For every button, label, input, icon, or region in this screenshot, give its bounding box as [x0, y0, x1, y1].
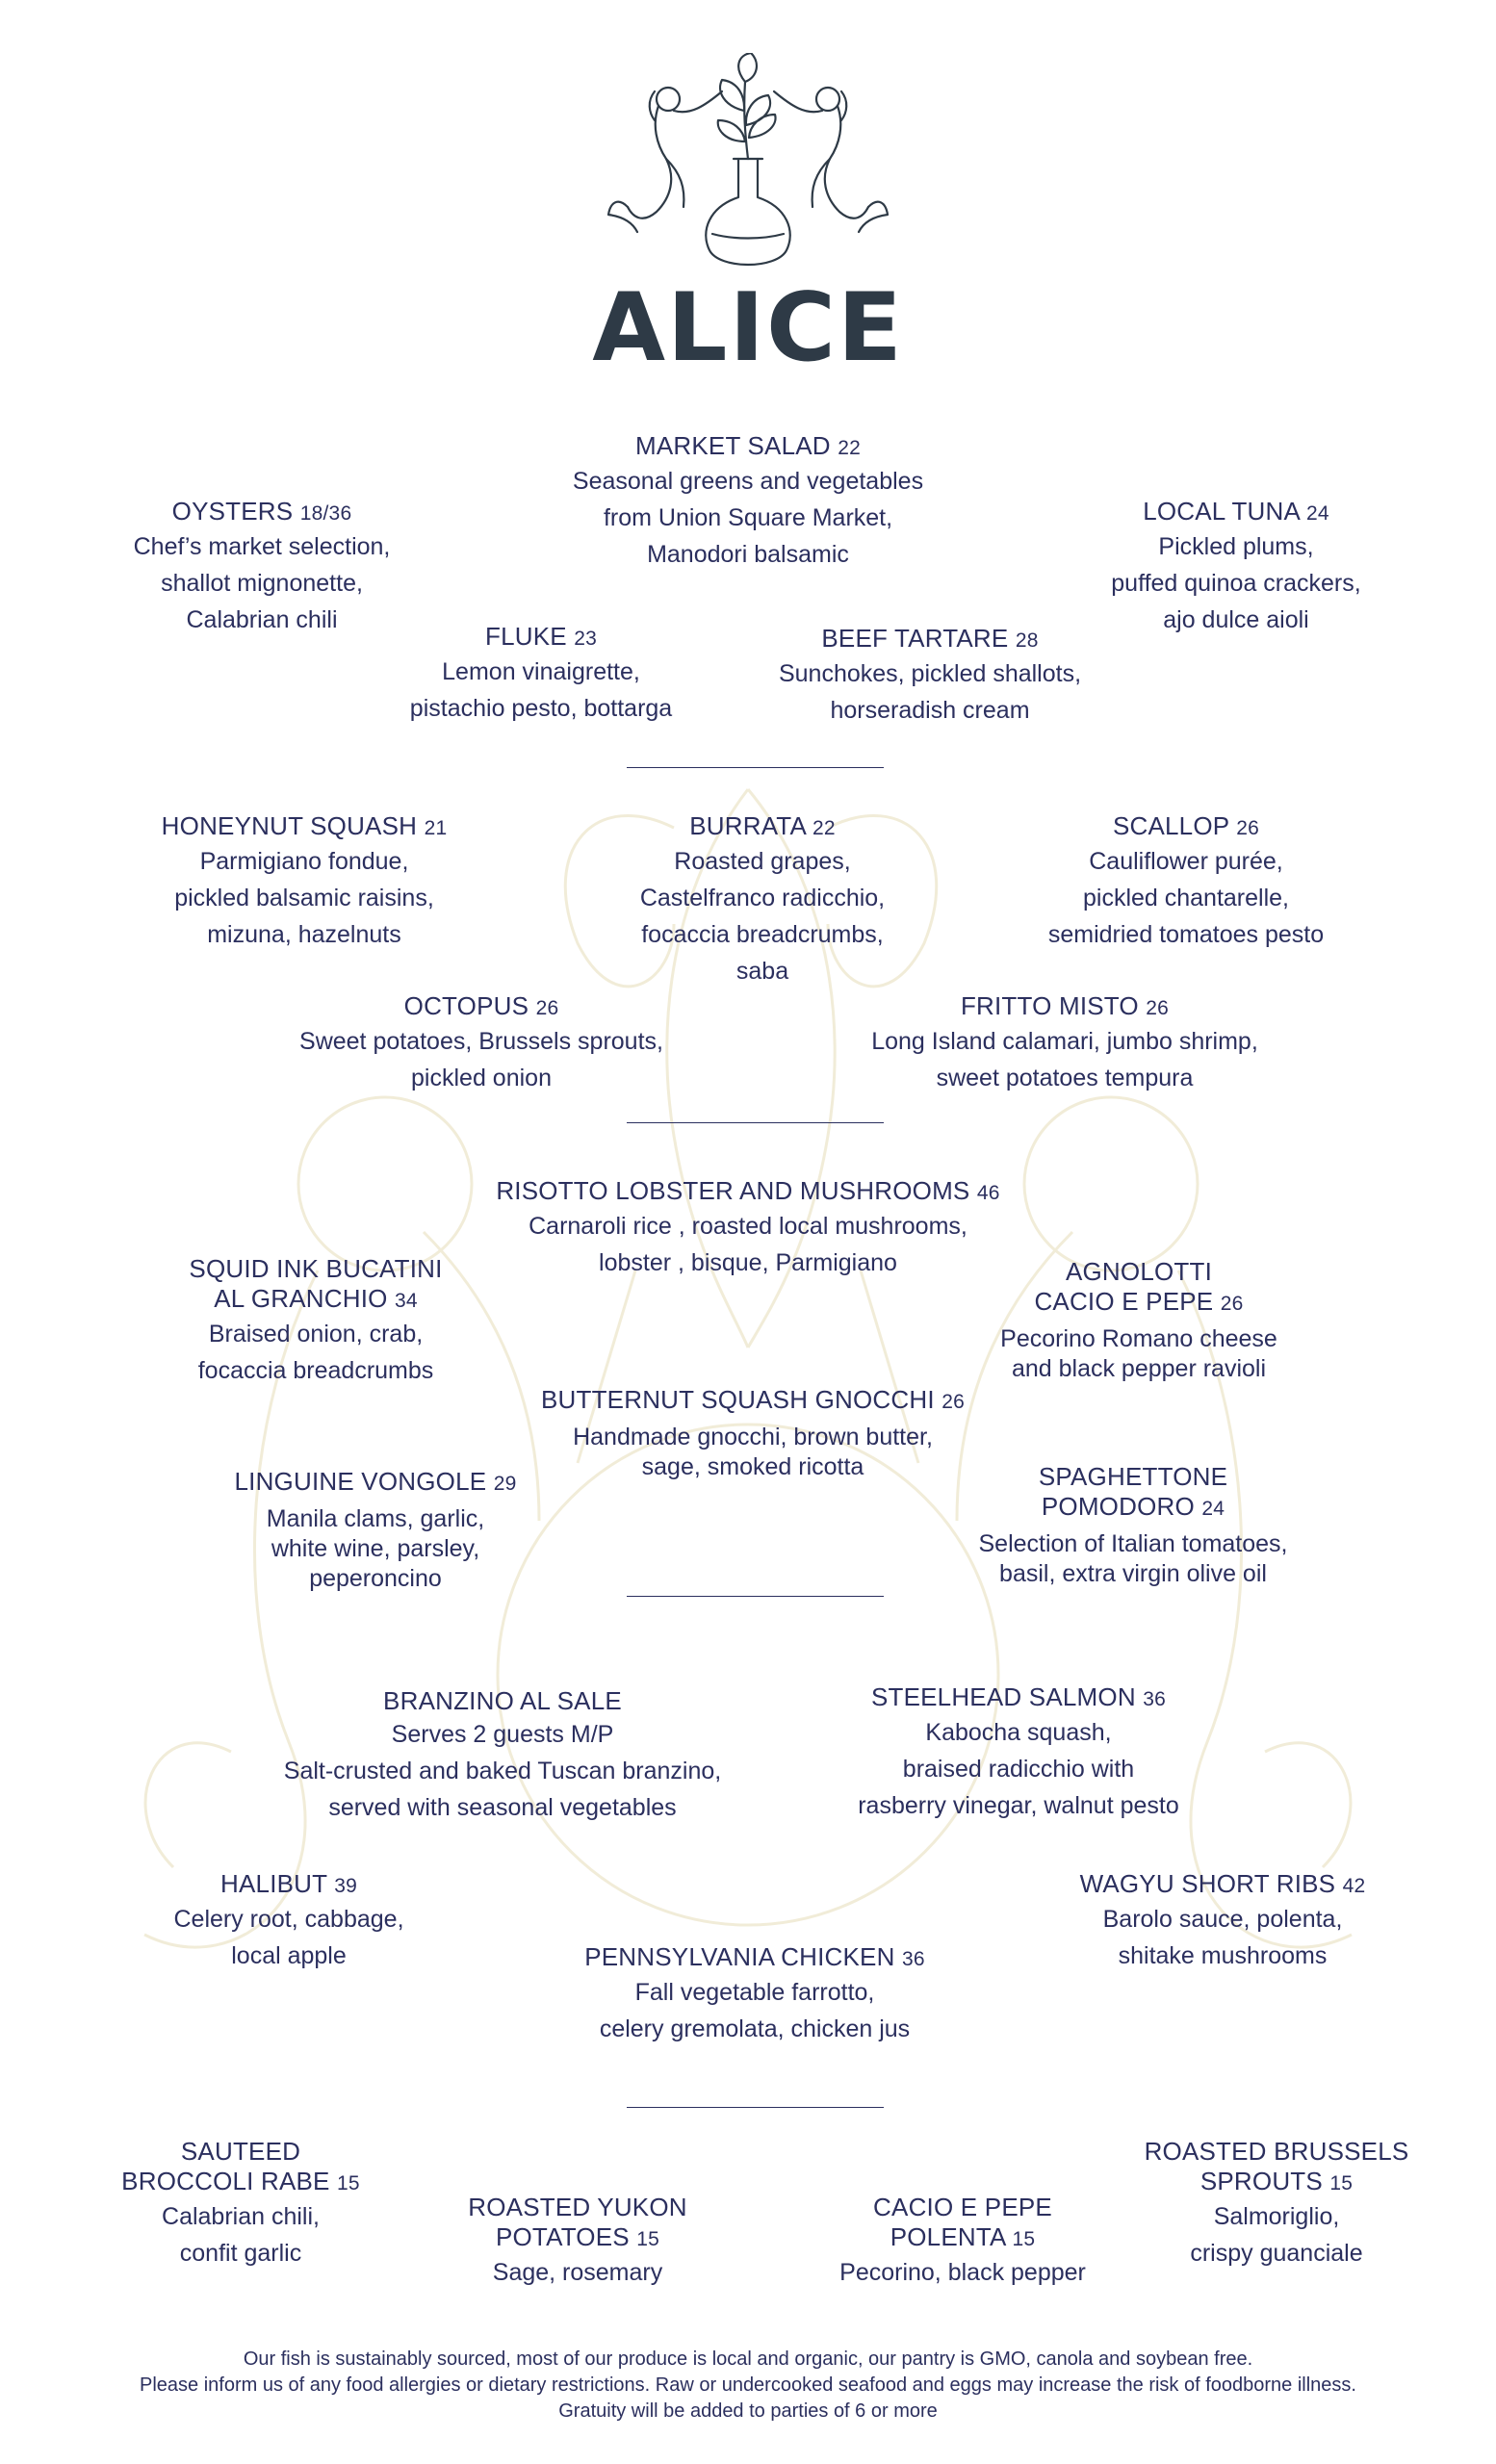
item-name: RISOTTO LOBSTER AND MUSHROOMS 46: [496, 1176, 1000, 1205]
menu-item-halibut: [39, 1869, 539, 1974]
item-description: Long Island calamari, jumbo shrimp, sweet potatoes tempura: [871, 1028, 1258, 1091]
item-description: Pecorino, black pepper: [839, 2259, 1086, 2286]
item-description: Sage, rosemary: [492, 2259, 663, 2286]
item-name: HALIBUT 39: [220, 1869, 357, 1898]
item-name: FRITTO MISTO 26: [960, 991, 1170, 1020]
item-name: STEELHEAD SALMON 36: [870, 1682, 1167, 1711]
item-description: Sunchokes, pickled shallots, horseradish cream: [778, 660, 1082, 724]
item-name: LINGUINE VONGOLE 29: [234, 1467, 517, 1496]
item-description: Chef’s market selection, shallot mignonette, Calabrian chili: [133, 533, 391, 633]
item-description: Fall vegetable farrotto, celery gremolata, chicken jus: [599, 1979, 911, 2042]
item-name: SAUTEED BROCCOLI RABE 15: [121, 2137, 360, 2195]
item-description: Calabrian chili, confit garlic: [162, 2203, 320, 2267]
menu-item-roasted-brussels-sprouts: [1026, 2137, 1496, 2272]
item-name: SPAGHETTONE POMODORO 24: [1038, 1462, 1228, 1521]
item-description: Braised onion, crab, focaccia breadcrumbs: [197, 1321, 434, 1384]
item-name: MARKET SALAD 22: [635, 431, 861, 460]
menu-item-linguine-vongole: [125, 1467, 626, 1594]
item-name: SQUID INK BUCATINI AL GRANCHIO 34: [189, 1254, 443, 1313]
item-name: HONEYNUT SQUASH 21: [161, 811, 448, 840]
item-name: OCTOPUS 26: [403, 991, 559, 1020]
item-description: Parmigiano fondue, pickled balsamic raisins, mizuna, hazelnuts: [174, 848, 434, 948]
item-description: Handmade gnocchi, brown butter, sage, smoked ricotta: [573, 1424, 933, 1480]
item-description: Cauliflower purée, pickled chantarelle, semidried tomatoes pesto: [1047, 848, 1325, 948]
menu-item-beef-tartare: [680, 624, 1180, 729]
item-name: OYSTERS 18/36: [171, 497, 352, 526]
item-description: Roasted grapes, Castelfranco radicchio, focaccia breadcrumbs, saba: [639, 848, 886, 985]
section-divider: [627, 767, 884, 768]
item-description: Sweet potatoes, Brussels sprouts, pickled onion: [299, 1028, 663, 1091]
item-description: Celery root, cabbage, local apple: [173, 1906, 404, 1969]
item-name: BEEF TARTARE 28: [821, 624, 1039, 653]
item-description: Manila clams, garlic, white wine, parsley, peperoncino: [266, 1505, 485, 1592]
item-name: ROASTED BRUSSELS SPROUTS 15: [1144, 2137, 1409, 2195]
menu-item-squid-ink-bucatini: [65, 1254, 566, 1389]
menu-item-honeynut-squash: [54, 811, 555, 953]
menu-item-fritto-misto: [814, 991, 1315, 1096]
item-name: SCALLOP 26: [1112, 811, 1260, 840]
item-description: Pecorino Romano cheese and black pepper ravioli: [1000, 1325, 1277, 1382]
footer-line: Please inform us of any food allergies or dietary restrictions. Raw or undercooked seafood and eggs may increase the risk of foodborne illness.: [139, 2374, 1356, 2396]
item-description: Selection of Italian tomatoes, basil, extra virgin olive oil: [978, 1530, 1288, 1587]
mermaids-vase-logo-icon: [599, 53, 897, 274]
item-name: FLUKE 23: [484, 622, 597, 651]
item-description: Pickled plums, puffed quinoa crackers, ajo dulce aioli: [1111, 533, 1361, 633]
item-name: ROASTED YUKON POTATOES 15: [468, 2193, 687, 2251]
menu-item-steelhead-salmon: [768, 1682, 1269, 1824]
item-description: Carnaroli rice , roasted local mushrooms, lobster , bisque, Parmigiano: [529, 1213, 967, 1276]
footer-notes: [0, 2347, 1496, 2425]
item-description: Barolo sauce, polenta, shitake mushrooms: [1102, 1906, 1343, 1969]
menu-item-local-tuna: [986, 497, 1486, 638]
item-name: LOCAL TUNA 24: [1143, 497, 1329, 526]
menu-item-octopus: [231, 991, 732, 1096]
menu-item-market-salad: [498, 431, 998, 573]
menu-item-spaghettone-pomodoro: [883, 1462, 1383, 1589]
item-description: Seasonal greens and vegetables from Union Square Market, Manodori balsamic: [572, 468, 924, 568]
menu-item-agnolotti: [889, 1257, 1389, 1384]
item-description: Kabocha squash, braised radicchio with rasberry vinegar, walnut pesto: [858, 1719, 1179, 1819]
section-divider: [627, 2107, 884, 2108]
brand-name: ALICE: [592, 273, 904, 383]
menu-item-pennsylvania-chicken: [504, 1942, 1005, 2047]
item-name: WAGYU SHORT RIBS 42: [1079, 1869, 1366, 1898]
item-name: BUTTERNUT SQUASH GNOCCHI 26: [541, 1385, 965, 1414]
section-divider: [627, 1122, 884, 1123]
item-description: Salmoriglio, crispy guanciale: [1190, 2203, 1363, 2267]
section-divider: [627, 1596, 884, 1597]
menu-item-scallop: [936, 811, 1436, 953]
menu-item-branzino-al-sale: [252, 1686, 753, 1826]
menu-item-wagyu-short-ribs: [972, 1869, 1473, 1974]
item-description: Serves 2 guests M/P Salt-crusted and baked Tuscan branzino, served with seasonal vegetables: [283, 1721, 722, 1821]
item-name: BURRATA 22: [689, 811, 836, 840]
item-description: Lemon vinaigrette, pistachio pesto, bottarga: [409, 658, 673, 722]
footer-line: Gratuity will be added to parties of 6 or more: [558, 2400, 938, 2422]
item-name: BRANZINO AL SALE: [383, 1686, 622, 1715]
menu-item-oysters: [12, 497, 512, 638]
item-name: PENNSYLVANIA CHICKEN 36: [584, 1942, 925, 1971]
item-name: AGNOLOTTI CACIO E PEPE 26: [1034, 1257, 1244, 1316]
item-name: CACIO E PEPE POLENTA 15: [873, 2193, 1052, 2251]
footer-line: Our fish is sustainably sourced, most of our produce is local and organic, our pantry is GMO, canola and soybean free.: [243, 2348, 1253, 2370]
